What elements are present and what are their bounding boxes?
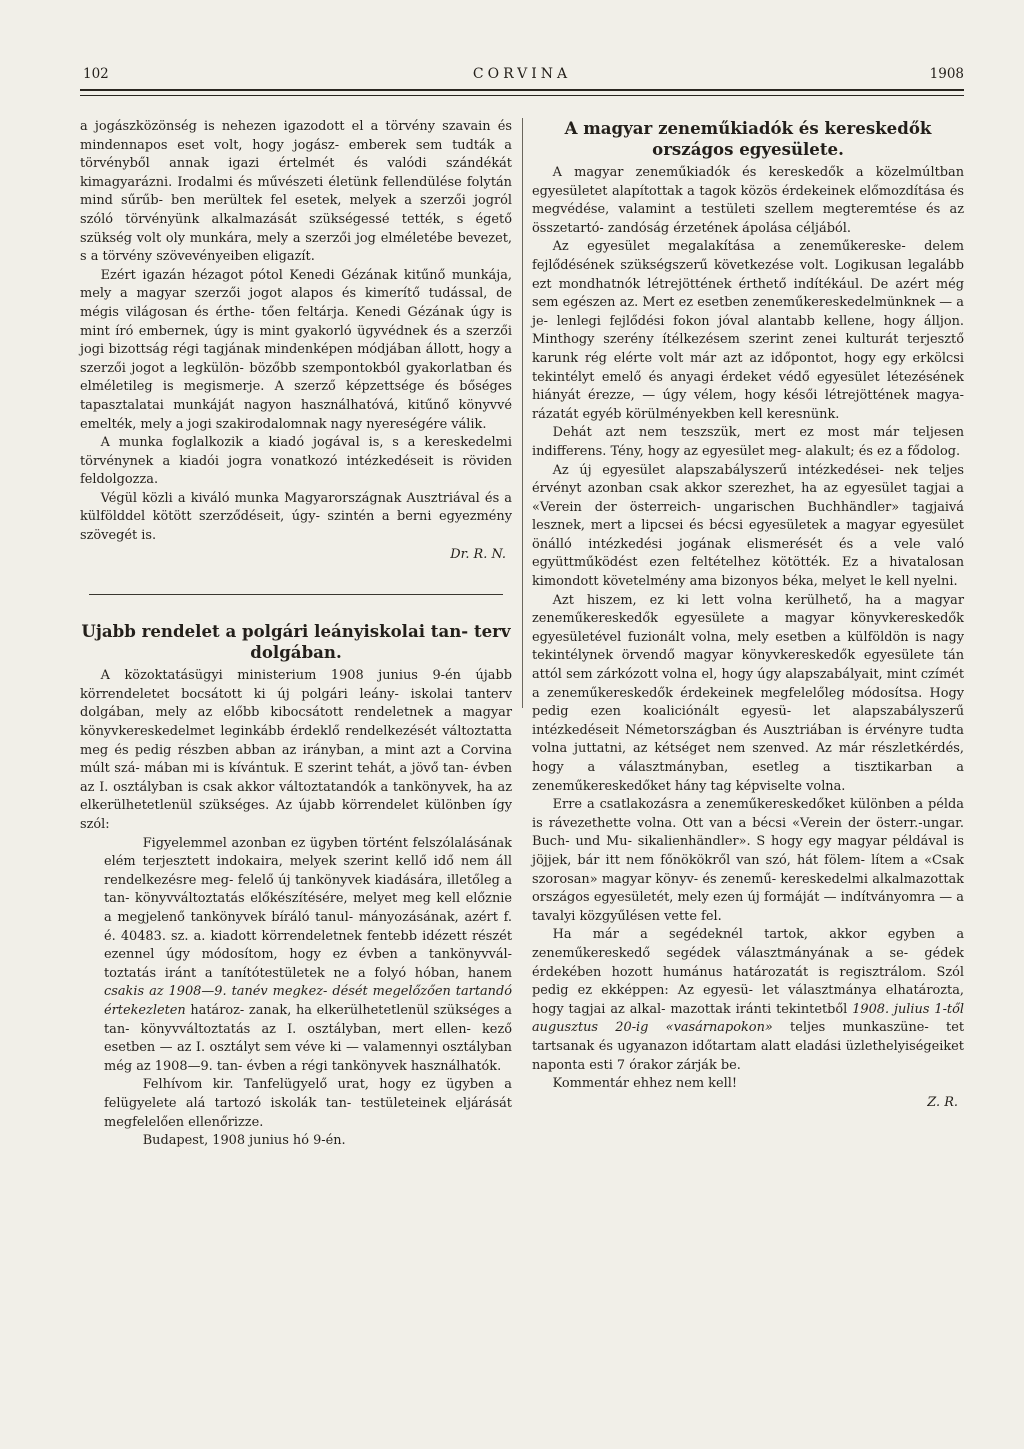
paragraph-emphasis: 1908. julius 1-től augusztus 20-ig «vasárnapokon» (532, 1001, 964, 1036)
journal-page (80, 66, 964, 1426)
decree-paragraph (104, 835, 512, 1077)
header-rule-thin (80, 95, 964, 96)
left-column (80, 118, 512, 1151)
decree-quote (80, 835, 512, 1151)
article-intro: A közoktatásügyi ministerium 1908 junius 9-én újabb körrendeletet bocsátott ki új polgári leány- iskolai tanterv dolgában, mely az előbb kibocsátott rendeletnek a magyar könyvkereskedelmet leginkább érdeklő rendelkezését változtatta meg és pedig részben abban az irányban, a mint azt a Corvina múlt szá- mában mi is kívántuk. E szerint tehát, a jövő tan- évben az I. osztályban is csak akkor változtatandók a tankönyvek, ha az elkerülhetetlenül szükséges. Az újabb körrendelet különben így szól: (80, 668, 512, 832)
running-header (80, 66, 964, 88)
article-paragraph: Dehát azt nem teszszük, mert ez most már teljesen indifferens. Tény, hogy az egyesület meg- alakult; és ez a fődolog. (532, 425, 964, 459)
article-paragraph: Azt hiszem, ez ki lett volna kerülhető, ha a magyar zeneműkereskedők egyesülete a magyar könyvkereskedők egyesületével fuzionált volna, mely esetben a külföldön is nagy tekintélynek örvendő magyar könyvkereskedők egyesülete tán attól sem zárkózott volna el, hogy úgy alapszabályait, mint czímét a zeneműkereskedők érdekeinek megfelelőleg módosítsa. Hogy pedig ezen koaliciónált egyesü- let alapszabályszerű intézkedéseit Németországban és Ausztriában is érvényre tudta volna juttatni, az kétséget nem szenved. Az már részletkérdés, hogy a választmányban, esetleg a tisztikarban a zeneműkereskedőket hány tag képviselte volna. (532, 592, 964, 794)
decree-date: Budapest, 1908 junius hó 9-én. (142, 1133, 346, 1149)
review-signature: Dr. R. N. (450, 546, 506, 562)
article-title: A magyar zeneműkiadók és kereskedők országos egyesülete. (564, 118, 932, 159)
decree-paragraph: Felhívom kir. Tanfelügyelő urat, hogy ez ügyben a felügyelete alá tartozó iskolák tan- testületeinek eljárását megfelelően ellenőrizze. (104, 1077, 512, 1130)
article-paragraph: Az egyesület megalakítása a zeneműkereske- delem fejlődésének szükségszerű következése volt. Logikusan legalább ezt mondhatnók létrejöttének érthető indítékául. De azért még sem egészen az. Mert ez esetben zeneműkereskedelmünknek — a je- lenlegi fejlődési fokon jóval alantabb kellene, hogy álljon. Minthogy szerény ítélkezésem szerint zenei kulturát terjesztő karunk rég elérte volt már azt az időpontot, hogy egy erkölcsi tekintélyt emelő és anyagi érdeket védő egyesület létezésének hiányát érezze, — úgy vélem, hogy késői létrejöttének magya- rázatát egyéb körülményekben kell keresnünk. (532, 239, 964, 422)
article-separator (89, 594, 504, 595)
review-paragraph: A munka foglalkozik a kiadó jogával is, s a kereskedelmi törvénynek a kiadói jogra vonatkozó intézkedéseit is röviden feldolgozza. (80, 435, 512, 488)
paragraph-text: teljes munkaszüne- tet tartsanak és ugyanazon időtartam alatt eladási üzlethelyiségeiket naponta esti 7 órakor zárják be. (532, 1020, 964, 1073)
decree-text: határoz- zanak, ha elkerülhetetlenül szükséges a tan- könyvváltoztatás az I. osztályban, mert ellen- kező esetben — az I. osztályt sem véve ki — valamennyi osztályban még az 1908—9. tan- évben a régi tankönyvek használhatók. (104, 1002, 512, 1074)
review-paragraph: Ezért igazán hézagot pótol Kenedi Gézának kitűnő munkája, mely a magyar szerzői jogot alapos és kimerítő tudással, de mégis világosan és érthe- tően feltárja. Kenedi Gézának úgy is mint író embernek, úgy is mint gyakorló ügyvédnek és a szerzői jogi bizottság régi tagjának mindenképen módjában állott, hogy a szerzői jogot a legkülön- bözőbb szempontokból gyakorlatban és elméletileg is megismerje. A szerző képzettsége és bőséges tapasztalatai munkáját nagyon használhatóvá, kitűnő könyvvé emelték, mely a jogi szakirodalomnak nagy nyereségére válik. (80, 267, 512, 432)
journal-title: CORVINA (472, 66, 572, 82)
review-paragraph: a jogászközönség is nehezen igazodott el a törvény szavain és mindennapos eset volt, hogy jogász- emberek sem tudták a törvényből annak igazi értelmét és valódi szándékát kimagyarázni. Irodalmi és művészeti életünk fellendülése folytán mind sűrűb- ben merültek fel esetek, melyek a szerzői jogról szóló törvényünk alkalmazását szükségessé tették, s égető szükség volt oly munkára, mely a szerzői jog elméletébe bevezet, s a törvény szövevényeiben eligazít. (80, 119, 512, 265)
article-paragraph: Erre a csatlakozásra a zeneműkereskedőket különben a példa is rávezethette volna. Ott van a bécsi «Verein der österr.-ungar. Buch- und Mu- sikalienhändler». S hogy egy magyar példával is jöjjek, bár itt nem főnökökről van szó, hát fölem- lítem a «Csak szorosan» magyar könyv- és zenemű- kereskedelmi alkalmazottak országos egyesületét, mely ezen új formáját — indítványomra — a tavalyi közgyűlésen vette fel. (532, 797, 964, 924)
article-paragraph (532, 926, 964, 1075)
decree-emphasis: csakis az 1908—9. tanév megkez- dését megelőzően tartandó értekezleten (104, 984, 512, 1018)
header-year: 1908 (929, 66, 964, 82)
decree-text: Figyelemmel azonban ez ügyben történt felszólalásának elém terjesztett indokaira, melyek szerint kellő idő nem áll rendelkezésre meg- felelő új tankönyvek kiadására, illetőleg a tan- könyvváltoztatás előkészítésére, melyet meg kell előznie a megjelenő tankönyvek bíráló tanul- mányozásának, azért f. é. 40483. sz. a. kiadott körrendeletnek fentebb idézett részét ezennel úgy módosítom, hogy ez évben a tankönyvvál- toztatás iránt a tanítótestületek ne a folyó hóban, hanem (104, 835, 512, 981)
page-number: 102 (83, 66, 109, 82)
article-signature: Z. R. (927, 1094, 958, 1110)
article-title: Ujabb rendelet a polgári leányiskolai tan- terv dolgában. (81, 621, 511, 663)
right-column (532, 118, 964, 1112)
paragraph-text: Ha már a segédeknél tartok, akkor egyben a zeneműkereskedő segédek választmányának a se- gédek érdekében hozott humánus határozatát is regisztrálom. Szól pedig ez ekképpen: Az egyesü- let választmánya elhatározta, hogy tagjai az alkal- mazottak iránti tekintetből (532, 927, 964, 1017)
review-paragraph: Végül közli a kiváló munka Magyarországnak Ausztriával és a külfölddel kötött szerződéseit, úgy- szintén a berni egyezmény szövegét is. (80, 490, 512, 544)
article-paragraph: Az új egyesület alapszabályszerű intézkedései- nek teljes érvényt azonban csak akkor szerezhet, ha az egyesület tagjai a «Verein der österreich- ungarischen Buchhändler» tagjaivá lesznek, mert a lipcsei és bécsi egyesületek a magyar egyesület önálló intézkedési jogának elismerését és a vele való együttműködést ezen feltételhez kötötték. Ez a hivatalosan kimondott követelmény ama bizonyos béka, melyet le kell nyelni. (532, 462, 964, 590)
header-rule (80, 89, 964, 91)
article-paragraph: Kommentár ehhez nem kell! (552, 1076, 738, 1092)
column-divider (522, 118, 523, 708)
article-paragraph: A magyar zeneműkiadók és kereskedők a közelmúltban egyesületet alapítottak a tagok közös érdekeinek előmozdítása és megvédése, valamint a testületi szellem megteremtése és az összetartó- zandóság érzetének ápolása céljából. (532, 165, 964, 236)
